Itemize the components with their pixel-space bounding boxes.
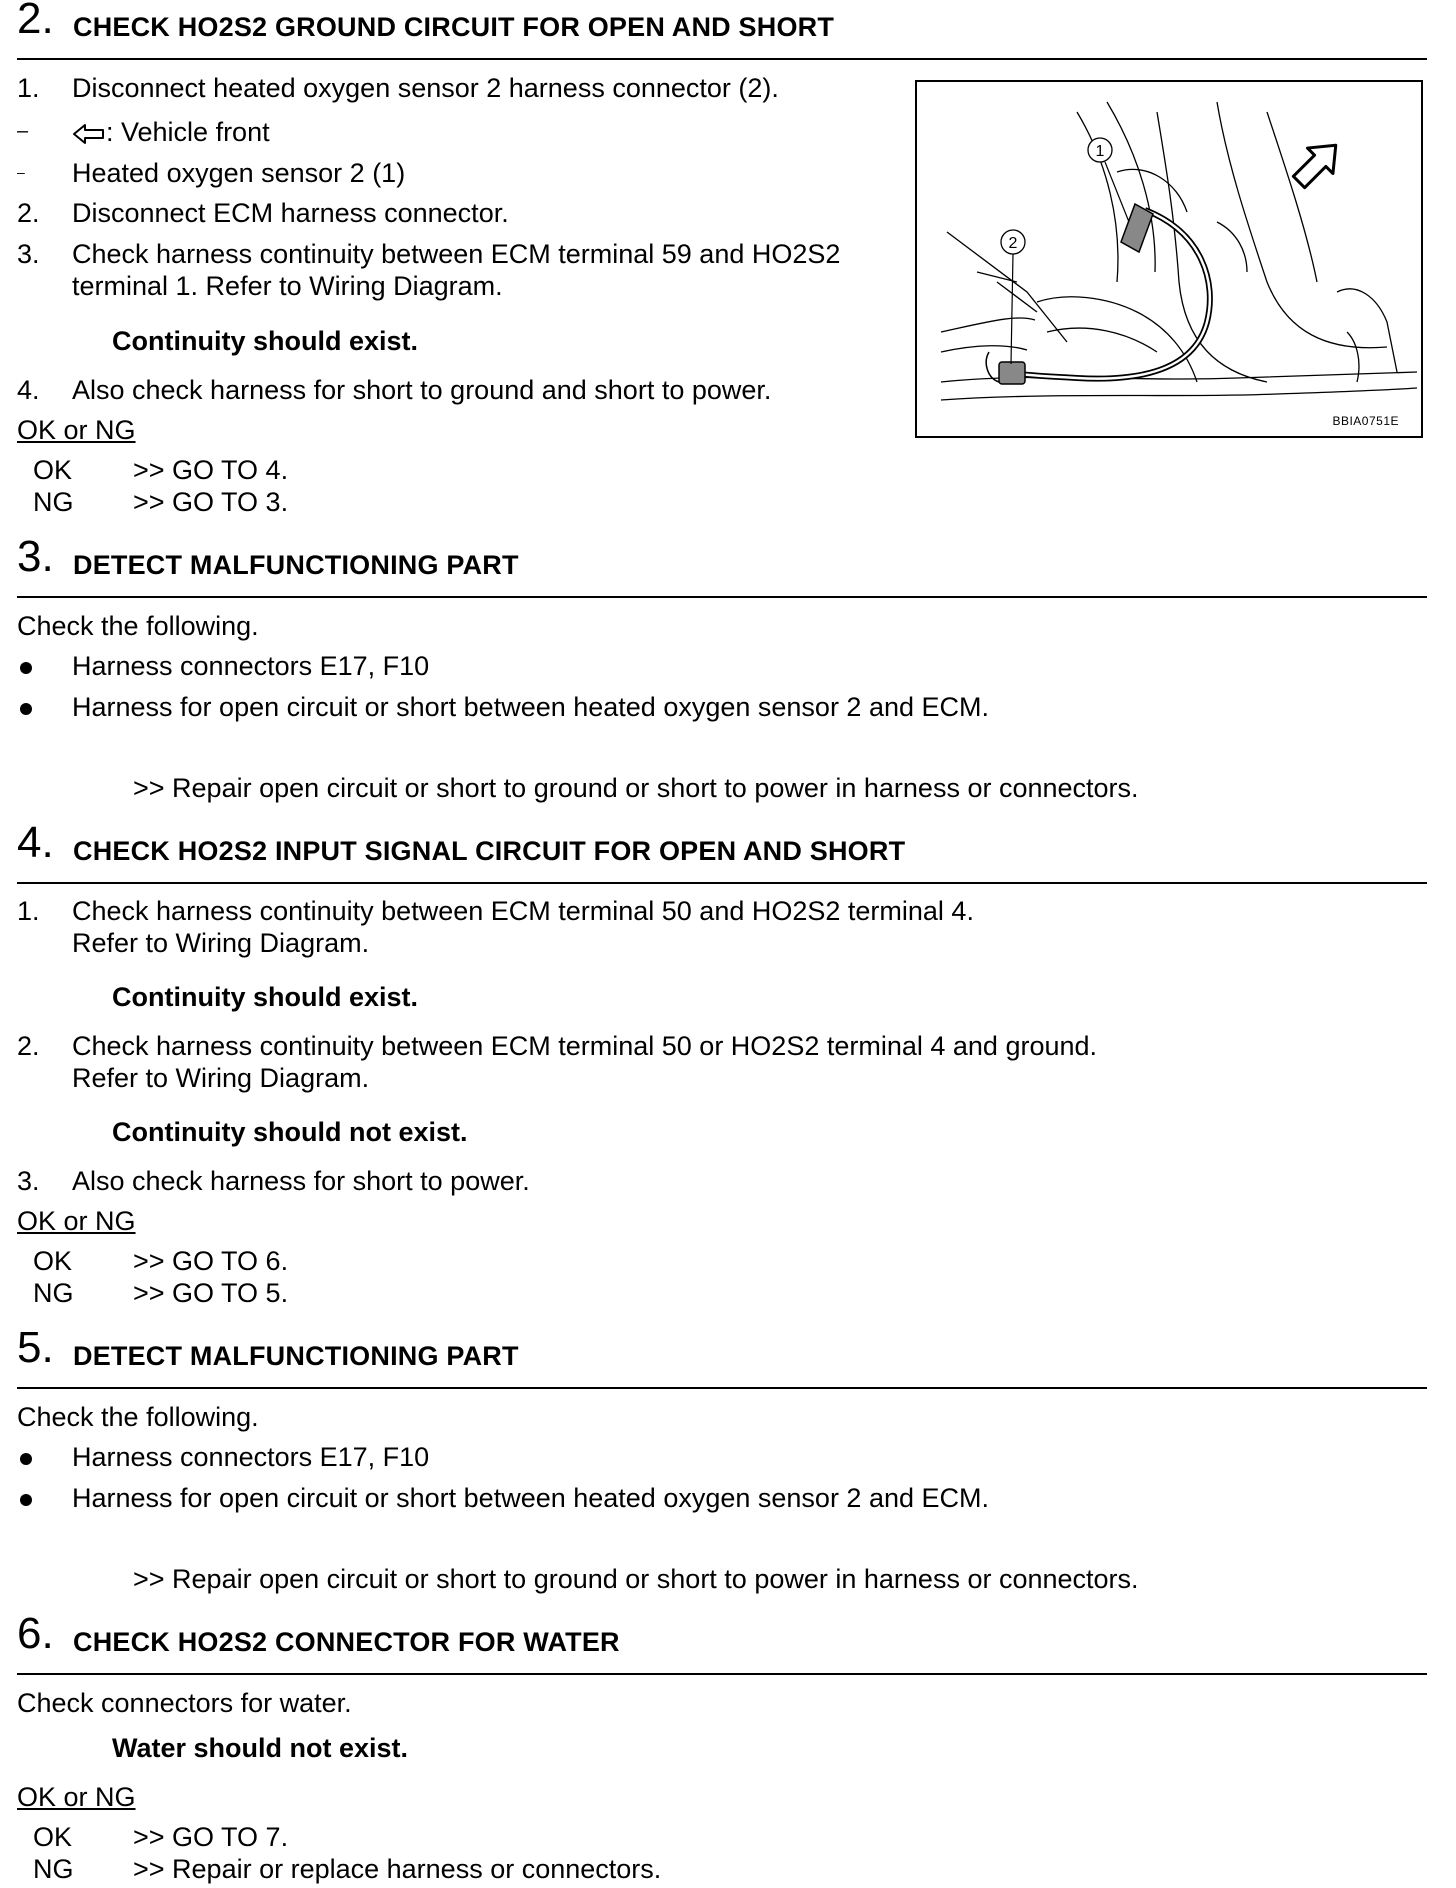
spec-note: Water should not exist.: [112, 1733, 409, 1763]
section-3-header: [17, 532, 1427, 598]
step-text: Disconnect ECM harness connector.: [72, 198, 509, 228]
ng-action: >> GO TO 5.: [133, 1278, 289, 1308]
bullet-text: Harness for open circuit or short between heated oxygen sensor 2 and ECM.: [72, 692, 989, 722]
vehicle-front-note: [72, 116, 270, 148]
ok-label: OK: [33, 1822, 73, 1852]
step-text: Disconnect heated oxygen sensor 2 harness connector (2).: [72, 73, 779, 103]
step-number: 1.: [17, 73, 40, 103]
section-number: 4.: [17, 818, 54, 867]
spec-note: Continuity should not exist.: [112, 1117, 468, 1147]
section-title: DETECT MALFUNCTIONING PART: [73, 550, 519, 580]
step-text: Check harness continuity between ECM terminal 50 or HO2S2 terminal 4 and ground.: [72, 1031, 1098, 1061]
section-title: CHECK HO2S2 INPUT SIGNAL CIRCUIT FOR OPEN AND SHORT: [73, 836, 906, 866]
section-title: DETECT MALFUNCTIONING PART: [73, 1341, 519, 1371]
step-text-continued: Refer to Wiring Diagram.: [72, 928, 370, 958]
dash-marker: –: [17, 164, 25, 180]
sensor-note: Heated oxygen sensor 2 (1): [72, 158, 406, 188]
callout-2: 2: [1008, 235, 1018, 252]
section-5-header: [17, 1323, 1427, 1389]
bullet-text: Harness connectors E17, F10: [72, 1442, 430, 1472]
step-text-continued: Refer to Wiring Diagram.: [72, 1063, 370, 1093]
ok-label: OK: [33, 455, 73, 485]
intro-text: Check connectors for water.: [17, 1688, 352, 1718]
bullet-icon: [20, 1453, 32, 1465]
action-text: >> Repair open circuit or short to ground or short to power in harness or connectors.: [133, 773, 1139, 803]
step-number: 3.: [17, 239, 40, 269]
step-text: Also check harness for short to power.: [72, 1166, 530, 1196]
step-number: 2.: [17, 198, 40, 228]
section-number: 5.: [17, 1323, 54, 1372]
section-title: CHECK HO2S2 CONNECTOR FOR WATER: [73, 1627, 620, 1657]
ng-label: NG: [33, 487, 74, 517]
action-text: >> Repair open circuit or short to ground or short to power in harness or connectors.: [133, 1564, 1139, 1594]
step-number: 3.: [17, 1166, 40, 1196]
ok-or-ng-label: OK or NG: [17, 1206, 136, 1236]
step-text-continued: terminal 1. Refer to Wiring Diagram.: [72, 271, 503, 301]
step-number: 2.: [17, 1031, 40, 1061]
spec-note: Continuity should exist.: [112, 982, 419, 1012]
callout-1: 1: [1095, 143, 1105, 160]
ok-label: OK: [33, 1246, 73, 1276]
section-title: CHECK HO2S2 GROUND CIRCUIT FOR OPEN AND SHORT: [73, 12, 835, 42]
ok-or-ng-label: OK or NG: [17, 415, 136, 445]
section-6-header: [17, 1609, 1427, 1675]
ok-action: >> GO TO 7.: [133, 1822, 289, 1852]
intro-text: Check the following.: [17, 1402, 259, 1432]
bullet-text: Harness connectors E17, F10: [72, 651, 430, 681]
sensor-illustration: [917, 82, 1421, 436]
vehicle-front-arrow-icon: [72, 123, 106, 145]
vehicle-front-arrow-icon: [1286, 133, 1348, 195]
ng-label: NG: [33, 1854, 74, 1884]
bullet-icon: [20, 662, 32, 674]
intro-text: Check the following.: [17, 611, 259, 641]
bullet-text: Harness for open circuit or short between heated oxygen sensor 2 and ECM.: [72, 1483, 989, 1513]
section-4-header: [17, 818, 1427, 884]
section-number: 6.: [17, 1609, 54, 1658]
ok-action: >> GO TO 6.: [133, 1246, 289, 1276]
section-number: 3.: [17, 532, 54, 581]
bullet-icon: [20, 703, 32, 715]
section-number: 2.: [17, 0, 54, 43]
ok-or-ng-label: OK or NG: [17, 1782, 136, 1812]
step-text: Check harness continuity between ECM terminal 50 and HO2S2 terminal 4.: [72, 896, 974, 926]
step-number: 4.: [17, 375, 40, 405]
step-number: 1.: [17, 896, 40, 926]
sensor-location-figure: [915, 80, 1423, 438]
ok-action: >> GO TO 4.: [133, 455, 289, 485]
step-text: Check harness continuity between ECM terminal 59 and HO2S2: [72, 239, 841, 269]
ng-label: NG: [33, 1278, 74, 1308]
bullet-icon: [20, 1494, 32, 1506]
spec-note: Continuity should exist.: [112, 326, 419, 356]
ng-action: >> Repair or replace harness or connectors.: [133, 1854, 662, 1884]
section-2-header: [17, 0, 1427, 60]
ng-action: >> GO TO 3.: [133, 487, 289, 517]
figure-code: BBIA0751E: [1332, 414, 1399, 428]
dash-marker: –: [17, 120, 29, 142]
vehicle-front-label: : Vehicle front: [106, 117, 270, 147]
step-text: Also check harness for short to ground and short to power.: [72, 375, 772, 405]
